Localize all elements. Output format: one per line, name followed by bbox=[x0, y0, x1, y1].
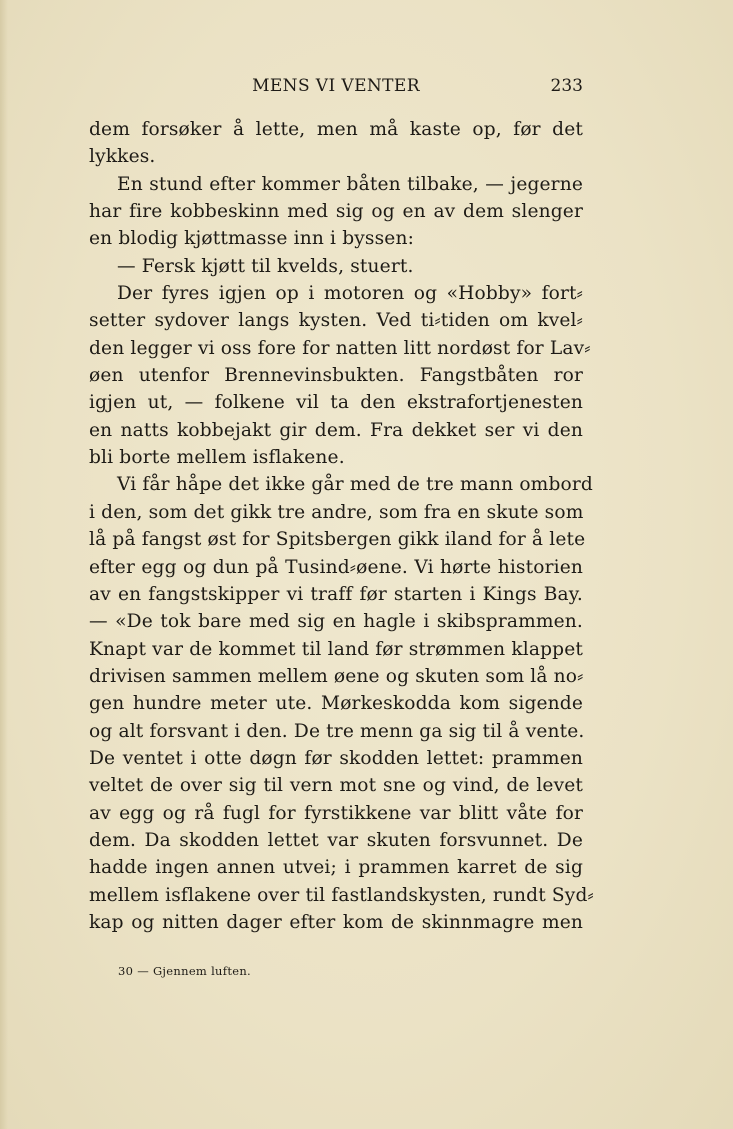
page-header bbox=[89, 76, 583, 100]
text-line: har fire kobbeskinn med sig og en av dem slenger bbox=[89, 201, 583, 223]
text-line: Vi får håpe det ikke går med de tre mann ombord bbox=[117, 474, 593, 496]
text-line: En stund efter kommer båten tilbake, — jegerne bbox=[117, 173, 583, 195]
text-line: øen utenfor Brennevinsbukten. Fangstbåten ror bbox=[89, 365, 583, 387]
text-line: Der fyres igjen op i motoren og «Hobby» fort⸗ bbox=[117, 283, 583, 305]
text-line: lykkes. bbox=[89, 146, 156, 168]
text-line: av en fangstskipper vi traff før starten i Kings Bay. bbox=[89, 583, 583, 605]
text-line: veltet de over sig til vern mot sne og vind, de levet bbox=[89, 775, 583, 797]
text-line: mellem isflakene over til fastlandskysten, rundt Syd⸗ bbox=[89, 884, 594, 906]
text-line: den legger vi oss fore for natten litt nordøst for Lav⸗ bbox=[89, 337, 591, 359]
body-text bbox=[89, 116, 594, 936]
text-line: De ventet i otte døgn før skodden lettet: prammen bbox=[89, 747, 583, 769]
text-line: bli borte mellem isflakene. bbox=[89, 447, 345, 469]
text-line: en blodig kjøttmasse inn i byssen: bbox=[89, 228, 414, 250]
text-line: Knapt var de kommet til land før strømmen klappet bbox=[89, 638, 583, 660]
signature-mark: 30 — Gjennem luften. bbox=[118, 964, 252, 978]
text-line: kap og nitten dager efter kom de skinnmagre men bbox=[89, 911, 583, 933]
page-number: 233 bbox=[550, 76, 583, 96]
running-head: MENS VI VENTER bbox=[252, 76, 420, 96]
text-line: drivisen sammen mellem øene og skuten som lå no⸗ bbox=[89, 665, 584, 687]
text-line: og alt forsvant i den. De tre menn ga sig til å vente. bbox=[89, 720, 585, 742]
text-line: — Fersk kjøtt til kvelds, stuert. bbox=[117, 255, 414, 277]
text-line: hadde ingen annen utvei; i prammen karret de sig bbox=[89, 857, 583, 879]
text-line: i den, som det gikk tre andre, som fra en skute som bbox=[89, 501, 584, 523]
text-line: igjen ut, — folkene vil ta den ekstrafortjenesten bbox=[89, 392, 583, 414]
spine-shadow bbox=[0, 0, 8, 1129]
text-line: — «De tok bare med sig en hagle i skibsprammen. bbox=[89, 611, 583, 633]
text-line: av egg og rå fugl for fyrstikkene var blitt våte for bbox=[89, 802, 583, 824]
text-line: gen hundre meter ute. Mørkeskodda kom sigende bbox=[89, 693, 583, 715]
text-line: dem forsøker å lette, men må kaste op, før det bbox=[89, 119, 583, 140]
text-line: dem. Da skodden lettet var skuten forsvunnet. De bbox=[89, 829, 583, 851]
text-line: setter sydover langs kysten. Ved ti⸗tiden om kvel⸗ bbox=[89, 310, 583, 332]
text-line: lå på fangst øst for Spitsbergen gikk iland for å lete bbox=[89, 529, 586, 551]
text-line: efter egg og dun på Tusind⸗øene. Vi hørte historien bbox=[89, 556, 583, 578]
text-line: en natts kobbejakt gir dem. Fra dekket ser vi den bbox=[89, 419, 583, 441]
